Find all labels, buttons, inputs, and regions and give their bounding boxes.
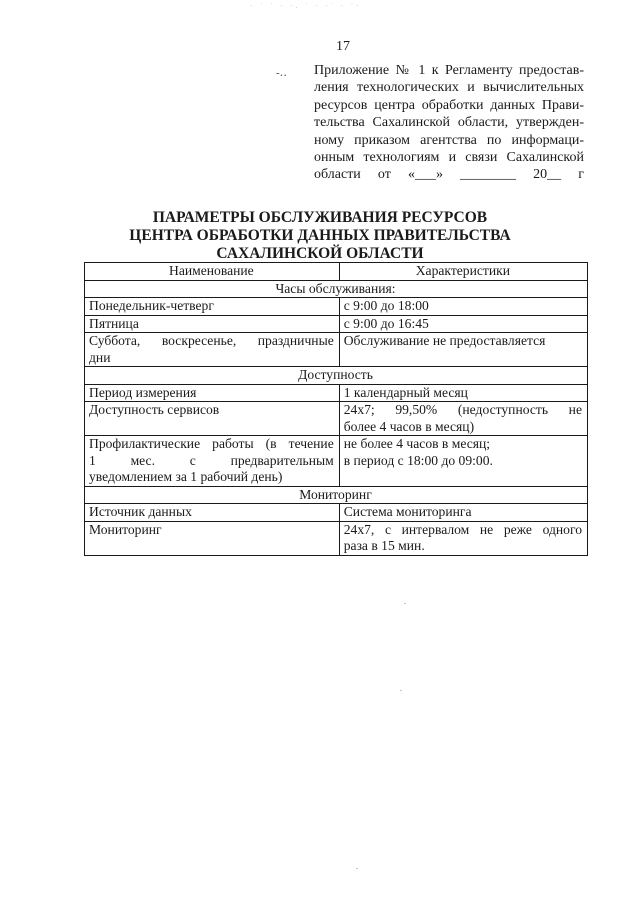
title-line: ПАРАМЕТРЫ ОБСЛУЖИВАНИЯ РЕСУРСОВ [152, 209, 488, 226]
cell-line: 1 мес. с предварительным [89, 452, 334, 468]
table-row [85, 521, 588, 555]
cell-line: 24x7, с интервалом не реже одного [343, 521, 582, 537]
table-row [85, 402, 588, 436]
row-value: с 9:00 до 16:45 [339, 315, 587, 333]
scan-mark: -‥ [276, 67, 287, 79]
row-name [85, 333, 340, 367]
scan-speck [404, 603, 406, 604]
row-name: Доступность сервисов [85, 402, 340, 436]
cell-line: в период с 18:00 до 09:00. [343, 452, 493, 468]
service-parameters-table [84, 262, 588, 556]
appendix-line: онным технологиям и связи Сахалинской [314, 150, 584, 166]
scan-speck [356, 868, 358, 869]
section-hours: Часы обслуживания: [85, 280, 588, 298]
appendix-line: ному приказом агентства по информаци- [314, 132, 584, 148]
row-value: 1 календарный месяц [339, 384, 587, 402]
appendix-line: области от «___» ________ 20__ г [314, 167, 584, 183]
title-line: ЦЕНТРА ОБРАБОТКИ ДАННЫХ ПРАВИТЕЛЬСТВА [129, 227, 511, 244]
cell-line: раза в 15 мин. [343, 538, 425, 553]
row-value [339, 436, 587, 487]
cell-line: Профилактические работы (в течение [89, 436, 334, 451]
row-name: Период измерения [85, 384, 340, 402]
table-header-row [85, 263, 588, 281]
cell-line: уведомлением за 1 рабочий день) [89, 469, 283, 484]
row-name: Понедельник-четверг [85, 298, 340, 316]
row-name: Источник данных [85, 504, 340, 522]
row-value: Система мониторинга [339, 504, 587, 522]
appendix-line: ресурсов центра обработки данных Прави- [314, 97, 584, 113]
table-row [85, 298, 588, 316]
section-availability: Доступность [85, 367, 588, 385]
row-value: с 9:00 до 18:00 [339, 298, 587, 316]
page-number: 17 [336, 39, 350, 54]
table-row [85, 315, 588, 333]
row-value [339, 402, 587, 436]
appendix-line: тельства Сахалинской области, утвержден- [314, 115, 584, 131]
table-row [85, 504, 588, 522]
cell-line: Суббота, воскресенье, праздничные [89, 333, 334, 348]
cell-line: не более 4 часов в месяц; [343, 436, 491, 451]
section-row [85, 486, 588, 504]
table-row [85, 384, 588, 402]
document-title [100, 209, 540, 263]
appendix-line: Приложение № 1 к Регламенту предостав- [314, 63, 584, 78]
column-header-name: Наименование [85, 263, 340, 281]
appendix-line: ления технологических и вычислительных [314, 80, 584, 96]
cell-line: более 4 часов в месяц) [343, 418, 475, 434]
appendix-note [314, 62, 584, 184]
cell-line: 24x7; 99,50% (недоступность не [343, 402, 582, 417]
row-name: Мониторинг [85, 521, 340, 555]
table-row [85, 333, 588, 367]
section-row [85, 367, 588, 385]
row-name: Пятница [85, 315, 340, 333]
table-row [85, 436, 588, 487]
scan-artifact: · ˙ ˙ · ·. ˙ · ·˙ · ˙· [250, 2, 362, 10]
column-header-characteristics: Характеристики [339, 263, 587, 281]
section-monitoring: Мониторинг [85, 486, 588, 504]
section-row [85, 280, 588, 298]
title-line: САХАЛИНСКОЙ ОБЛАСТИ [216, 245, 424, 262]
scan-speck [400, 690, 402, 691]
row-value [339, 521, 587, 555]
row-name [85, 436, 340, 487]
cell-line: дни [89, 349, 111, 365]
row-value: Обслуживание не предоставляется [339, 333, 587, 367]
